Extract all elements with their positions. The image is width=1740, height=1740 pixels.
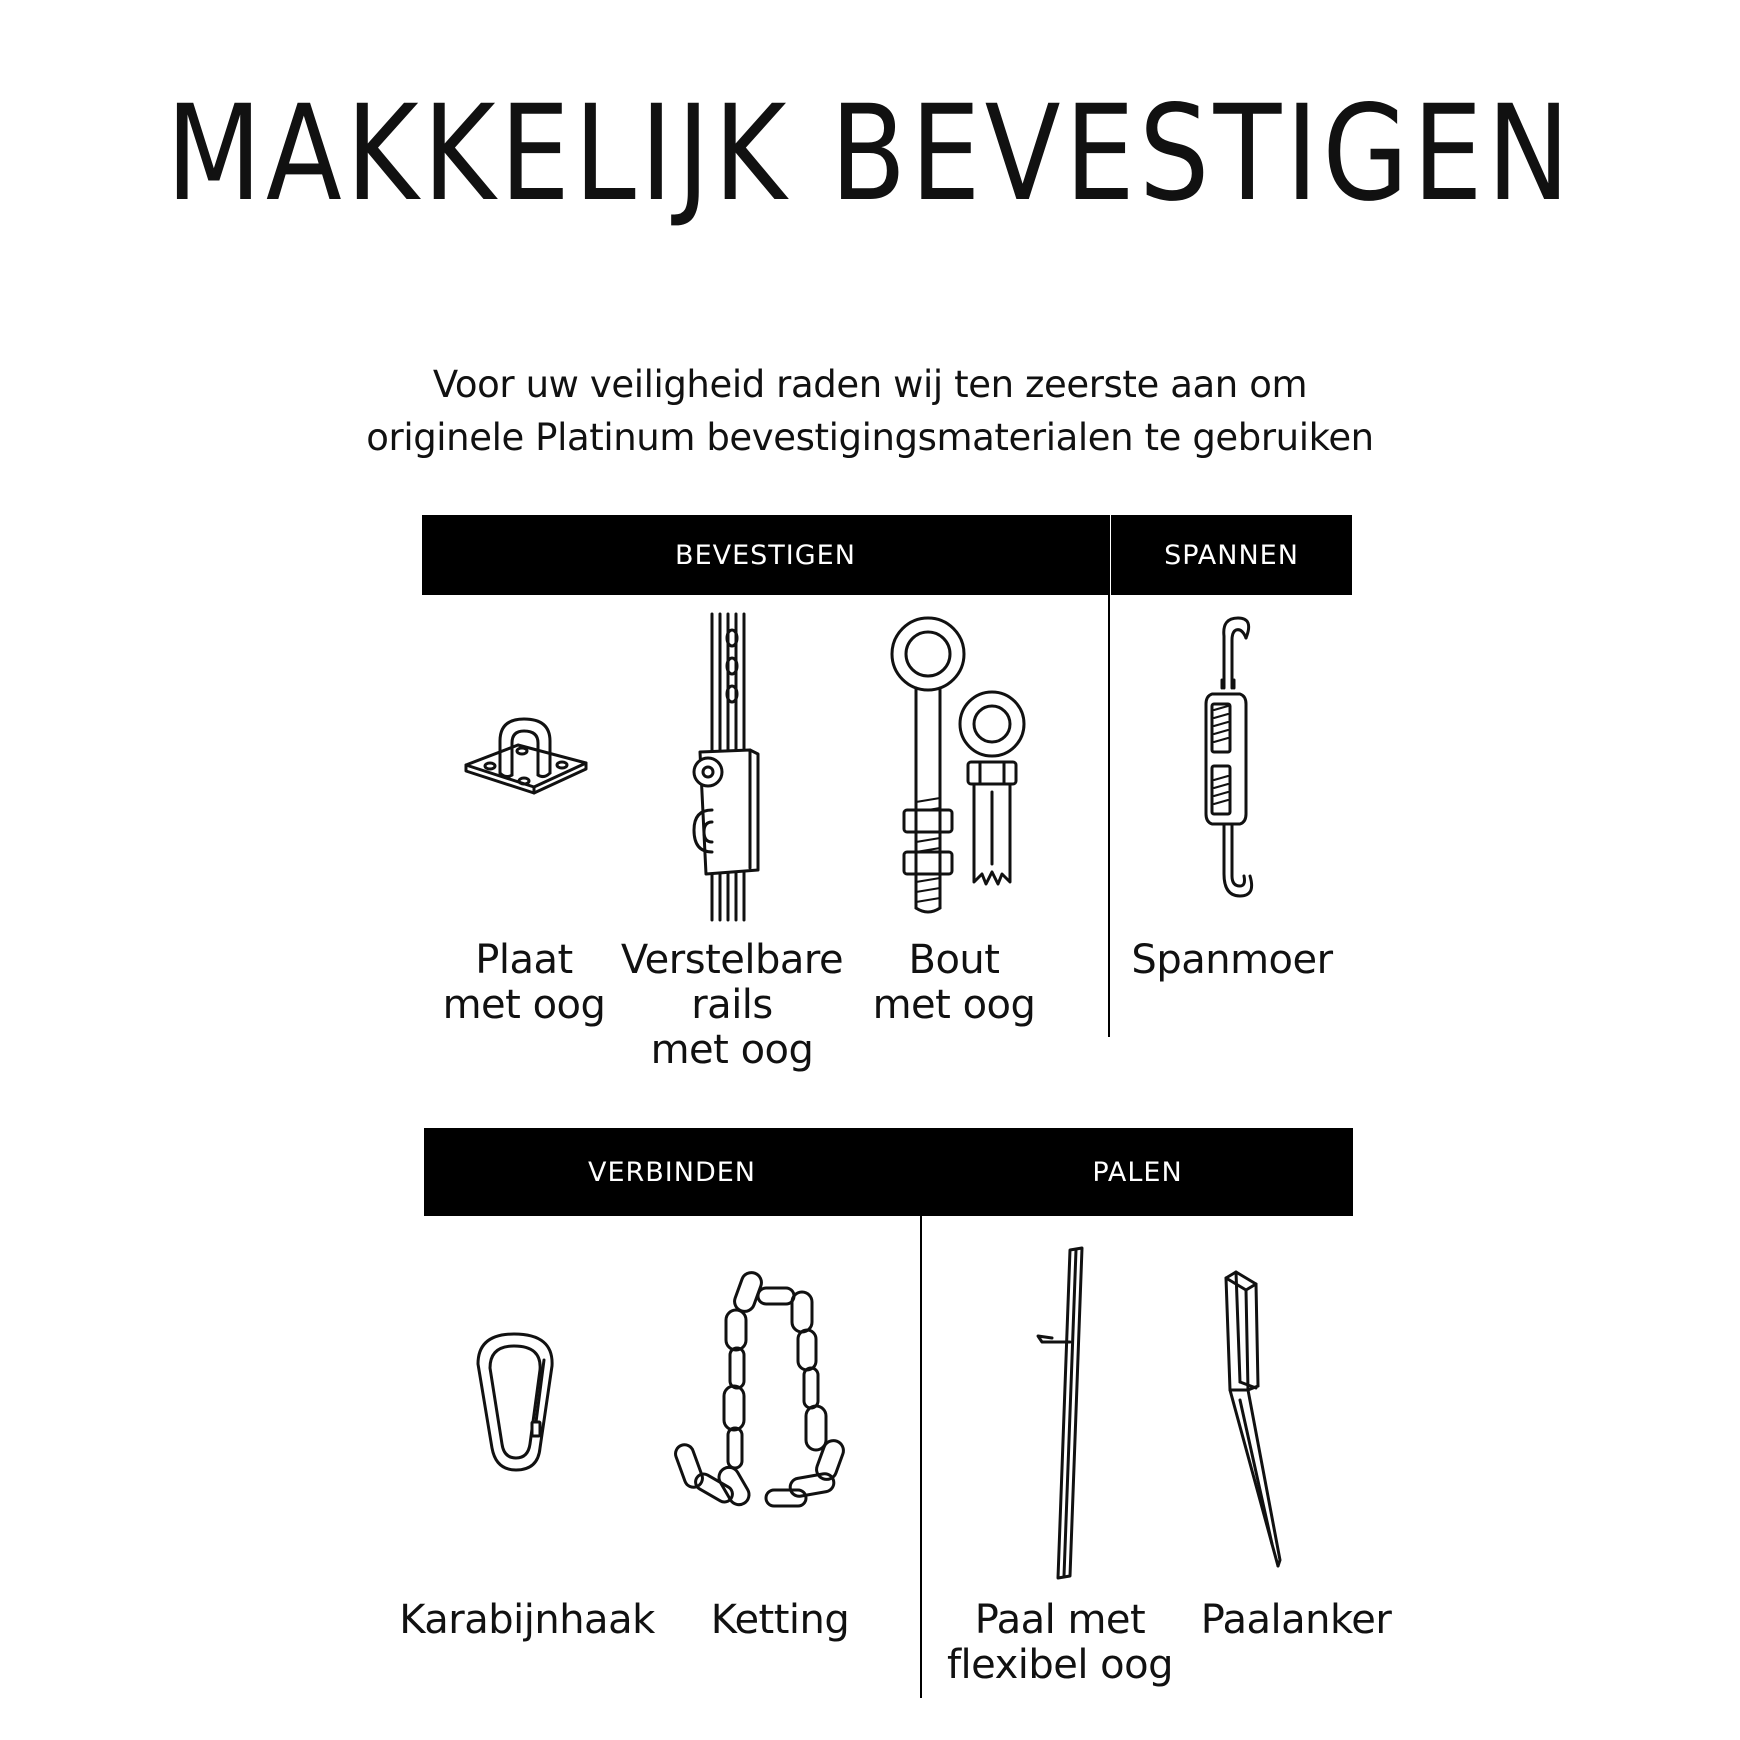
divider-bevestigen-spannen (1108, 515, 1110, 1037)
label-plaat-met-oog: Plaat met oog (442, 937, 606, 1028)
pole-anchor-icon (1218, 1270, 1298, 1570)
header-verbinden: VERBINDEN (424, 1128, 920, 1216)
carabiner-icon (474, 1330, 558, 1474)
eye-bolt-icon (886, 612, 1036, 922)
adjustable-rail-icon (676, 612, 766, 922)
label-paalanker: Paalanker (1200, 1597, 1392, 1643)
intro-line-2: originele Platinum bevestigingsmaterialen te gebruiken (366, 416, 1374, 459)
page-title: MAKKELIJK BEVESTIGEN (166, 77, 1574, 231)
label-paal-met-flexibel-oog: Paal met flexibel oog (946, 1597, 1174, 1688)
label-karabijnhaak: Karabijnhaak (399, 1597, 655, 1643)
chain-icon (680, 1270, 856, 1530)
eye-plate-icon (462, 715, 590, 805)
flexible-eye-pole-icon (1030, 1246, 1090, 1582)
header-spannen: SPANNEN (1111, 515, 1352, 595)
header-palen: PALEN (922, 1128, 1353, 1216)
label-spanmoer: Spanmoer (1131, 937, 1333, 983)
intro-line-1: Voor uw veiligheid raden wij ten zeerste aan om (432, 363, 1308, 406)
intro-text (0, 358, 1740, 464)
header-bevestigen: BEVESTIGEN (422, 515, 1109, 595)
divider-verbinden-palen (920, 1128, 922, 1698)
label-bout-met-oog: Bout met oog (872, 937, 1036, 1028)
label-verstelbare-rails-met-oog: Verstelbare rails met oog (620, 937, 844, 1073)
turnbuckle-icon (1194, 614, 1274, 904)
label-ketting: Ketting (710, 1597, 850, 1643)
